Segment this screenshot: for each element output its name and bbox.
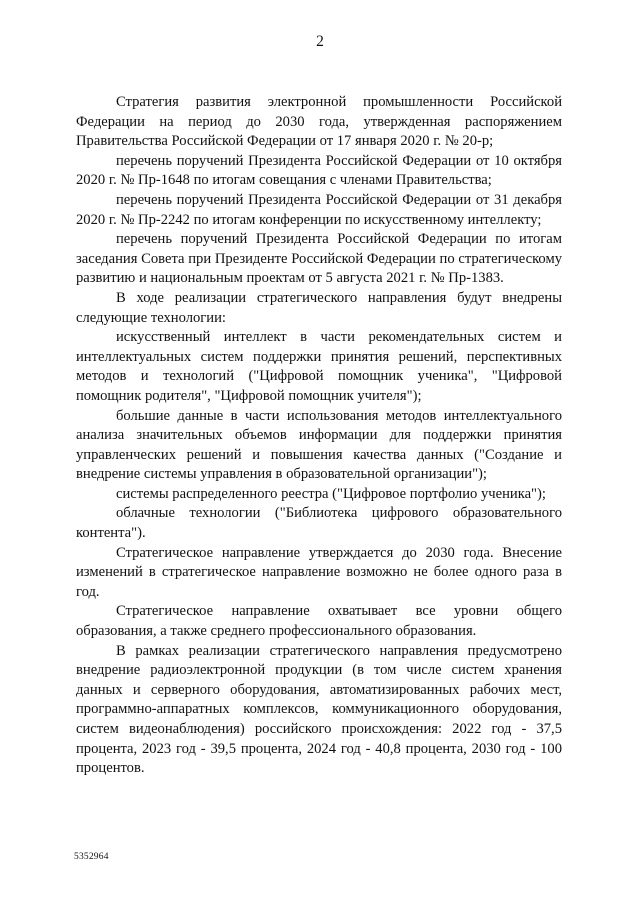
paragraph-scope: Стратегическое направление охватывает все уровни общего образования, а также среднего профессионального образования. (76, 603, 562, 640)
paragraph-instructions-2242: перечень поручений Президента Российской Федерации от 31 декабря 2020 г. № Пр-2242 по итогам конференции по искусственному интеллекту; (76, 191, 562, 228)
page-number: 2 (316, 33, 324, 50)
paragraph-big-data: большие данные в части использования методов интеллектуального анализа значительных объемов информации для поддержки принятия управленческих решений и повышения качества данных ("Создание и внедрение системы управления в образовательной организации"); (76, 407, 562, 483)
paragraph-strategy-electronics: Стратегия развития электронной промышленности Российской Федерации на период до 2030 года, утвержденная распоряжением Правительства Российской Федерации от 17 января 2020 г. № 20-р; (76, 94, 562, 150)
body-text (76, 93, 562, 779)
paragraph-distributed-ledger: системы распределенного реестра ("Цифровое портфолио ученика"); (116, 485, 546, 502)
paragraph-technologies-intro: В ходе реализации стратегического направления будут внедрены следующие технологии: (76, 289, 562, 326)
paragraph-instructions-1383: перечень поручений Президента Российской Федерации по итогам заседания Совета при Президенте Российской Федерации по стратегическому развитию и национальным проектам от 5 августа 2021 г. № Пр-1383. (76, 231, 562, 287)
paragraph-instructions-1648: перечень поручений Президента Российской Федерации от 10 октября 2020 г. № Пр-1648 по итогам совещания с членами Правительства; (76, 152, 562, 189)
paragraph-ai: искусственный интеллект в части рекомендательных систем и интеллектуальных систем поддержки принятия решений, перспективных методов и технологий ("Цифровой помощник ученика", "Цифровой помощник родителя", "Цифровой помощник учителя"); (76, 329, 562, 404)
paragraph-approval-period: Стратегическое направление утверждается до 2030 года. Внесение изменений в стратегическое направление возможно не более одного раза в год. (76, 544, 562, 600)
paragraph-domestic-electronics: В рамках реализации стратегического направления предусмотрено внедрение радиоэлектронной продукции (в том числе систем хранения данных и серверного оборудования, автоматизированных рабочих мест, программно-аппаратных комплексов, коммуникационного оборудования, систем видеонаблюдения) российского происхождения: 2022 год - 37,5 процента, 2023 год - 39,5 процента, 2024 год - 40,8 процента, 2030 год - 100 процентов. (76, 642, 562, 777)
paragraph-cloud: облачные технологии ("Библиотека цифрового образовательного контента"). (76, 505, 562, 542)
document-code: 5352964 (74, 852, 109, 862)
